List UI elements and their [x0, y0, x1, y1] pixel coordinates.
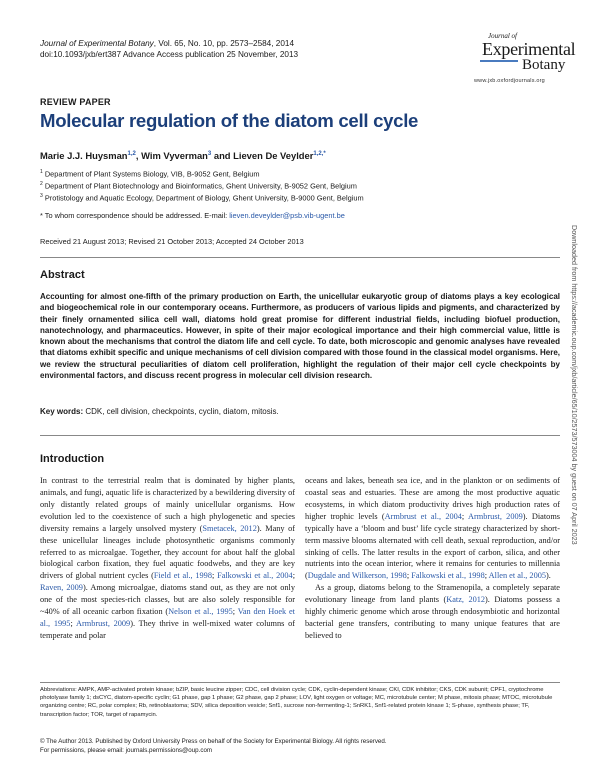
- citation-link[interactable]: Allen et al., 2005: [488, 571, 547, 581]
- body-text: In contrast to the terrestrial realm that is dominated by higher plants, animals, and fungi, aquatic life is characterized by a bewildering diversity of only distantly related groups of mainly unicellular organisms. How evolution led to the coexistence of such a high phylogenetic and species diversity remains a largely unsolved mystery (: [40, 476, 295, 533]
- journal-logo: [474, 30, 576, 90]
- affiliation-text: Department of Plant Systems Biology, VIB, B-9052 Gent, Belgium: [44, 169, 260, 179]
- author-name: Marie J.J. Huysman: [40, 150, 128, 161]
- paragraph: [305, 582, 560, 642]
- author-separator: and: [211, 150, 234, 161]
- citation-link[interactable]: Dugdale and Wilkerson, 1998: [307, 571, 407, 581]
- citation-link[interactable]: Falkowski et al., 2004: [217, 571, 293, 581]
- citation-link[interactable]: Raven, 2009: [40, 583, 83, 593]
- footer-divider: [40, 682, 560, 683]
- keywords-label: Key words:: [40, 407, 84, 416]
- body-text: ;: [211, 571, 218, 581]
- author-separator: ,: [135, 150, 142, 161]
- citation-link[interactable]: Katz, 2012: [446, 595, 486, 605]
- citation-details: , Vol. 65, No. 10, pp. 2573–2584, 2014: [153, 39, 294, 48]
- body-text: ). They thrive in well-mixed water columns of temperate and polar: [40, 619, 295, 640]
- article-type: REVIEW PAPER: [40, 97, 111, 107]
- keywords-list: CDK, cell division, checkpoints, cyclin, diatom, mitosis.: [83, 407, 279, 416]
- affiliation: [40, 167, 260, 179]
- logo-line-3: Botany: [522, 57, 566, 73]
- body-text: ). Diatoms possess a highly chimeric genome which arose through endosymbiotic and horizontal bacterial gene transfers, contributing to many unique features that are believed to: [305, 595, 560, 640]
- body-text: ). Diatoms typically have a ‘bloom and bust’ life cycle strategy characterized by short-term massive blooms alternated with cell death, sexual reproduction, and/or sinking of cells. The latter results in the export of carbon, silica, and other nutrients into the ocean interior, where it remains for centuries to millennia (: [305, 511, 560, 581]
- abbreviations-footnote: Abbreviations: AMPK, AMP-activated protein kinase; bZIP, basic leucine zipper; CDC, cell division cycle; CDK, cyclin-dependent kinase; CKI, CDK inhibitor; CKS, CDK subunit; CPF1, cryptochrome photolyase family 1; dsCYC, diatom-specific cyclin; G1 phase, gap 1 phase; G2 phase, gap 2 phase; LOV, light oxygen or voltage; MC, microtubule center; M phase, mitosis phase; MTOC, microtubule organizing centre; RC, polar complex; Rb, retinoblastoma; SDV, silica deposition vesicle; Snf1, sucrose non-fermenting-1; SnRK1, Snf1-related protein kinase 1; S-phase, synthesis phase; TF, transcription factor; TOR, target of rapamycin.: [40, 687, 553, 718]
- paper-title: Molecular regulation of the diatom cell cycle: [40, 110, 419, 131]
- logo-bar: [480, 60, 518, 62]
- body-text: As a group, diatoms belong to the Stramenopila, a completely separate evolutionary lineage from land plants (: [305, 583, 560, 605]
- affiliation-number: 1: [40, 169, 43, 175]
- introduction-heading: Introduction: [40, 453, 105, 465]
- citation-link[interactable]: Armbrust et al., 2004: [384, 511, 462, 521]
- body-text: ;: [70, 619, 77, 629]
- affiliation-number: 2: [40, 181, 43, 187]
- journal-citation: [40, 39, 294, 49]
- download-watermark: [571, 225, 579, 645]
- author-affiliation-link[interactable]: 1,2,*: [313, 150, 326, 157]
- logo-url: www.jxb.oxfordjournals.org: [474, 78, 545, 84]
- affiliation: [40, 179, 357, 191]
- affiliation-text: Department of Plant Biotechnology and Bioinformatics, Ghent University, B-9052 Gent, Belgium: [44, 181, 357, 191]
- received-dates: Received 21 August 2013; Revised 21 October 2013; Accepted 24 October 2013: [40, 237, 304, 246]
- affiliation: [40, 191, 364, 203]
- logo-line-2: Experimental: [482, 39, 576, 59]
- body-text: ;: [406, 571, 412, 581]
- paragraph: [305, 475, 560, 582]
- affiliation-number: 3: [40, 193, 43, 199]
- body-text: ). Among microalgae, diatoms stand out, as they are not only one of the most species-rich classes, but are also solely responsible for ~40% of all oceanic carbon fixation (: [40, 583, 295, 617]
- body-text: ). Many of these unicellular lineages include photosynthetic organisms commonly referred to as microalgae. Together, they account for about half the global biological carbon fixation, they fuel aquatic foodwebs, and they are key drivers of global nutrient cycles (: [40, 523, 295, 581]
- paragraph: [40, 475, 295, 642]
- correspondence-note: [40, 211, 345, 221]
- body-text: ;: [484, 571, 489, 581]
- body-text: ;: [461, 511, 469, 521]
- divider: [40, 257, 560, 258]
- divider: [40, 435, 560, 436]
- journal-name: Journal of Experimental Botany: [40, 39, 154, 48]
- citation-link[interactable]: Field et al., 1998: [153, 571, 212, 581]
- body-text: oceans and lakes, beneath sea ice, and in the plankton or on sediments of coastal seas and estuaries. These are among the most productive aquatic ecosystems, in which diatom productivity drives high production rates of higher trophic levels (: [305, 476, 560, 521]
- correspondence-email-link[interactable]: lieven.deveylder@psb.vib-ugent.be: [229, 211, 345, 220]
- copyright-line: © The Author 2013. Published by Oxford University Press on behalf of the Society for Experimental Biology. All rights reserved.: [40, 738, 387, 745]
- permissions-line: For permissions, please email: journals.permissions@oup.com: [40, 746, 213, 754]
- body-text: ;: [292, 571, 296, 581]
- author-list: [40, 150, 326, 161]
- correspondence-text: * To whom correspondence should be addressed. E-mail:: [40, 211, 230, 220]
- logo-line-1: Journal of: [488, 32, 517, 40]
- author-affiliation-link[interactable]: 3: [207, 150, 212, 157]
- doi-line: doi:10.1093/jxb/ert387 Advance Access publication 25 November, 2013: [40, 50, 299, 59]
- author-name: Lieven De Veylder: [233, 150, 314, 161]
- citation-link[interactable]: Armbrust, 2009: [76, 619, 131, 629]
- abstract-text: Accounting for almost one-fifth of the primary production on Earth, the unicellular eukaryotic group of diatoms plays a key ecological and biogeochemical role in our contemporary oceans. Furthermore, as producers of various lipids and pigments, and characterized by their finely ornamented silica cell wall, diatoms hold great promise for different industrial fields, including biofuel production, nanotechnology, and pharmaceutics. However, in spite of their major ecological importance and their high commercial value, little is known about the mechanisms that control the diatom life and cell cycle. To date, both microscopic and genomic analyses have revealed that diatoms exhibit specific and unique mechanisms of cell division compared with those found in the classical model organisms. Here, we review the structural peculiarities of diatom cell proliferation, highlight the regulation of their major cell cycle checkpoints by environmental factors, and discuss recent progress in molecular cell division research.: [40, 292, 560, 381]
- download-watermark-text: Downloaded from https://academic.oup.com/jxb/article/65/10/2573/573004 by guest on 07 April 2023: [570, 225, 579, 545]
- citation-link[interactable]: Smetacek, 2012: [202, 523, 257, 533]
- body-text: ).: [546, 571, 551, 581]
- copyright-notice: [40, 738, 387, 755]
- affiliation-text: Protistology and Aquatic Ecology, Department of Biology, Ghent University, B-9000 Gent, Belgium: [44, 193, 364, 203]
- abstract-heading: Abstract: [40, 269, 85, 281]
- keywords: [40, 407, 279, 416]
- body-column-left: [40, 475, 295, 642]
- author-affiliation-link[interactable]: 1,2: [127, 150, 136, 157]
- citation-link[interactable]: Falkowski et al., 1998: [411, 571, 485, 581]
- citation-link[interactable]: Armbrust, 2009: [468, 511, 523, 521]
- body-column-right: [305, 475, 560, 642]
- body-text: ;: [232, 607, 238, 617]
- citation-link[interactable]: Van den Hoek et al., 1995: [40, 607, 295, 629]
- citation-link[interactable]: Nelson et al., 1995: [168, 607, 233, 617]
- author-name: Wim Vyverman: [141, 150, 208, 161]
